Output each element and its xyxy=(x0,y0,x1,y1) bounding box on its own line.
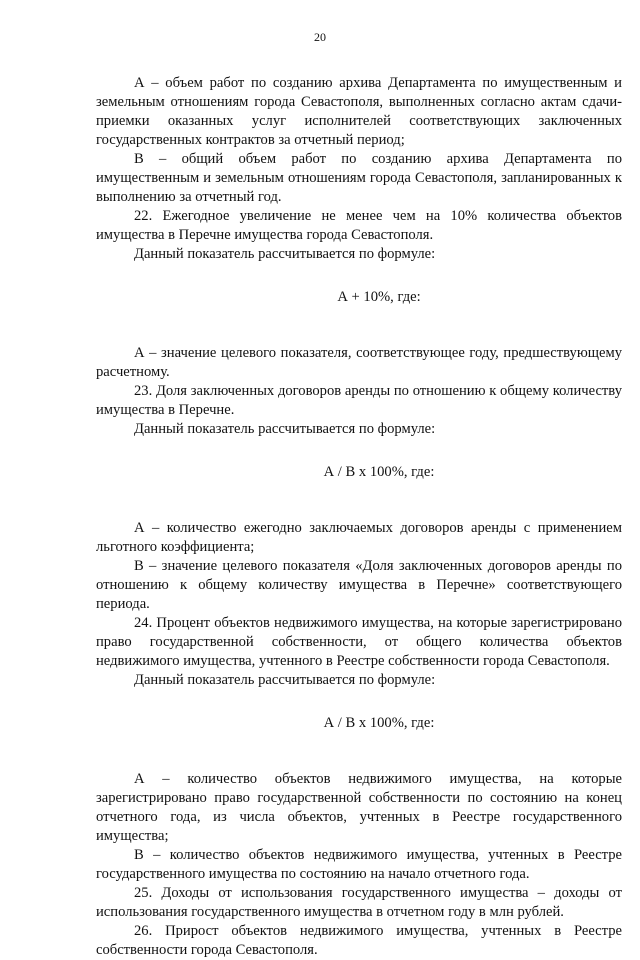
paragraph-item-23: 23. Доля заключенных договоров аренды по отношению к общему количеству имущества в Перечне. xyxy=(96,383,622,418)
spacer xyxy=(96,307,622,344)
paragraph-formula-intro: Данный показатель рассчитывается по формуле: xyxy=(134,672,436,688)
spacer xyxy=(96,690,622,714)
paragraph-item-24: 24. Процент объектов недвижимого имущества, на которые зарегистрировано право государственной собственности, от общего количества объектов недвижимого имущества, учтенного в Реестре собственности города Севастополя. xyxy=(96,615,622,669)
formula-3: А / В х 100%, где: xyxy=(323,715,435,731)
spacer xyxy=(96,264,622,288)
paragraph-item-26: 26. Прирост объектов недвижимого имущества, учтенных в Реестре собственности города Севастополя. xyxy=(96,923,622,958)
page-number: 20 xyxy=(314,30,326,44)
paragraph-a-archive-volume: А – объем работ по созданию архива Департамента по имущественным и земельным отношениям города Севастополя, выполненных согласно актам сдачи-приемки оказанных услуг исполнителей соответствующих заключенных государственных контрактов за отчетный период; xyxy=(96,75,622,148)
paragraph-b-lease-share: В – значение целевого показателя «Доля заключенных договоров аренды по отношению к общему количеству имущества в Перечне» соответствующего периода. xyxy=(96,558,622,612)
spacer xyxy=(96,439,622,463)
formula-1: А + 10%, где: xyxy=(337,289,421,305)
paragraph-item-25: 25. Доходы от использования государственного имущества – доходы от использования государственного имущества в отчетном году в млн рублей. xyxy=(96,885,622,920)
spacer xyxy=(96,482,622,519)
paragraph-b-registry-objects: В – количество объектов недвижимого имущества, учтенных в Реестре государственного имущества по состоянию на начало отчетного года. xyxy=(96,847,622,882)
formula-2: А / В х 100%, где: xyxy=(323,464,435,480)
paragraph-formula-intro: Данный показатель рассчитывается по формуле: xyxy=(134,421,436,437)
document-body xyxy=(96,74,622,960)
paragraph-b-total-volume: В – общий объем работ по созданию архива Департамента по имущественным и земельным отношениям города Севастополя, запланированных к выполнению за отчетный год. xyxy=(96,151,622,205)
paragraph-a-lease-count: А – количество ежегодно заключаемых договоров аренды с применением льготного коэффициента; xyxy=(96,520,622,555)
paragraph-item-22: 22. Ежегодное увеличение не менее чем на 10% количества объектов имущества в Перечне имущества города Севастополя. xyxy=(96,208,622,243)
spacer xyxy=(96,733,622,770)
paragraph-a-registered-objects: А – количество объектов недвижимого имущества, на которые зарегистрировано право государственной собственности по состоянию на конец отчетного года, из числа объектов, учтенных в Реестре государственного имущества; xyxy=(96,771,622,844)
paragraph-a-target-value: А – значение целевого показателя, соответствующее году, предшествующему расчетному. xyxy=(96,345,622,380)
paragraph-formula-intro: Данный показатель рассчитывается по формуле: xyxy=(134,246,436,262)
